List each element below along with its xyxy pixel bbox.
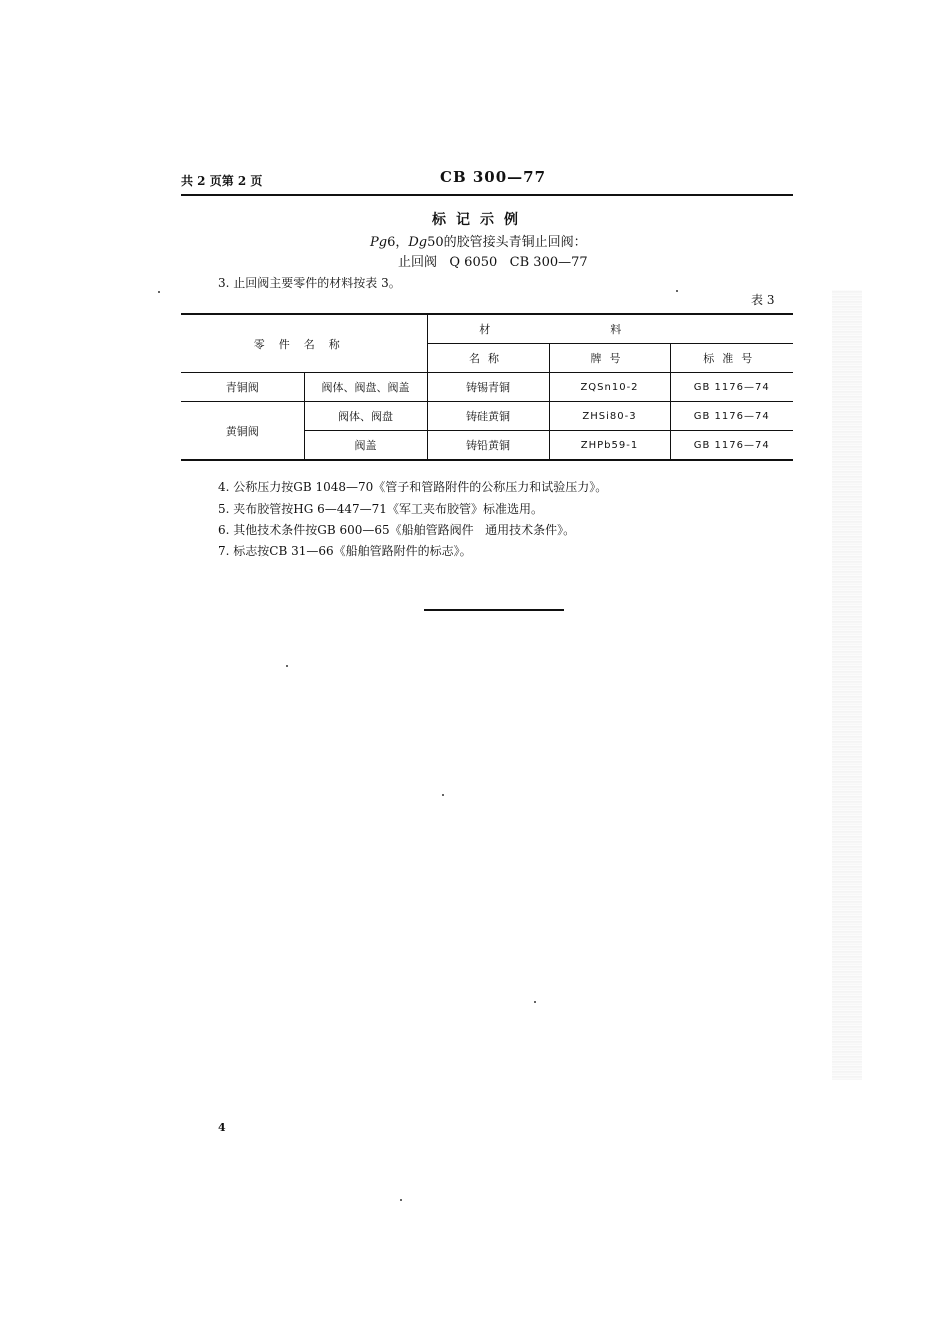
clause-5: 5. 夹布胶管按HG 6—447—71《军工夹布胶管》标准选用。	[218, 502, 543, 516]
page-number: 4	[218, 1121, 226, 1134]
scan-speck	[534, 1001, 536, 1003]
table-row	[181, 373, 793, 402]
table-header-row	[181, 314, 793, 344]
pg-symbol: Pg	[370, 235, 388, 250]
clause-3: 3. 止回阀主要零件的材料按表 3。	[218, 276, 401, 290]
marking-example-line2: 止回阀 Q 6050 CB 300—77	[398, 255, 588, 270]
clause-7: 7. 标志按CB 31—66《船舶管路附件的标志》。	[218, 544, 472, 558]
page-info: 共 2 页第 2 页	[181, 174, 263, 188]
standard-code: CB 300—77	[440, 168, 547, 186]
row-group: 黄铜阀	[181, 402, 304, 461]
scan-speck	[676, 290, 678, 292]
subheader-grade: 牌号	[549, 344, 670, 373]
scan-speck	[400, 1199, 402, 1201]
marking-example-line1	[370, 231, 587, 250]
pg-value: 6，	[387, 235, 409, 250]
header-part-name: 零件名称	[181, 314, 427, 373]
scan-speck	[286, 665, 288, 667]
row-standard: GB 1176—74	[670, 373, 793, 402]
header-rule	[181, 194, 793, 196]
scan-edge-texture	[832, 290, 862, 1080]
row-part: 阀盖	[304, 431, 427, 461]
subheader-name: 名称	[427, 344, 549, 373]
scan-speck	[442, 794, 444, 796]
row-group: 青铜阀	[181, 373, 304, 402]
row-grade: ZHSi80-3	[549, 402, 670, 431]
clause-6: 6. 其他技术条件按GB 600—65《船舶管路阀件 通用技术条件》。	[218, 523, 576, 537]
clause-4: 4. 公称压力按GB 1048—70《管子和管路附件的公称压力和试验压力》。	[218, 480, 608, 494]
dg-symbol: Dg	[408, 235, 428, 250]
row-material: 铸铅黄铜	[427, 431, 549, 461]
end-rule	[424, 609, 564, 611]
row-part: 阀体、阀盘	[304, 402, 427, 431]
header-material: 材料	[427, 314, 793, 344]
row-material: 铸锡青铜	[427, 373, 549, 402]
row-standard: GB 1176—74	[670, 431, 793, 461]
subheader-standard: 标准号	[670, 344, 793, 373]
row-material: 铸硅黄铜	[427, 402, 549, 431]
row-part: 阀体、阀盘、阀盖	[304, 373, 427, 402]
row-standard: GB 1176—74	[670, 402, 793, 431]
materials-table	[181, 313, 793, 461]
row-grade: ZQSn10-2	[549, 373, 670, 402]
table-label: 表 3	[751, 293, 775, 307]
marking-example-title: 标记示例	[432, 212, 528, 228]
table-row	[181, 402, 793, 431]
dg-description: 50的胶管接头青铜止回阀：	[427, 235, 587, 250]
row-grade: ZHPb59-1	[549, 431, 670, 461]
scan-speck	[158, 291, 160, 293]
